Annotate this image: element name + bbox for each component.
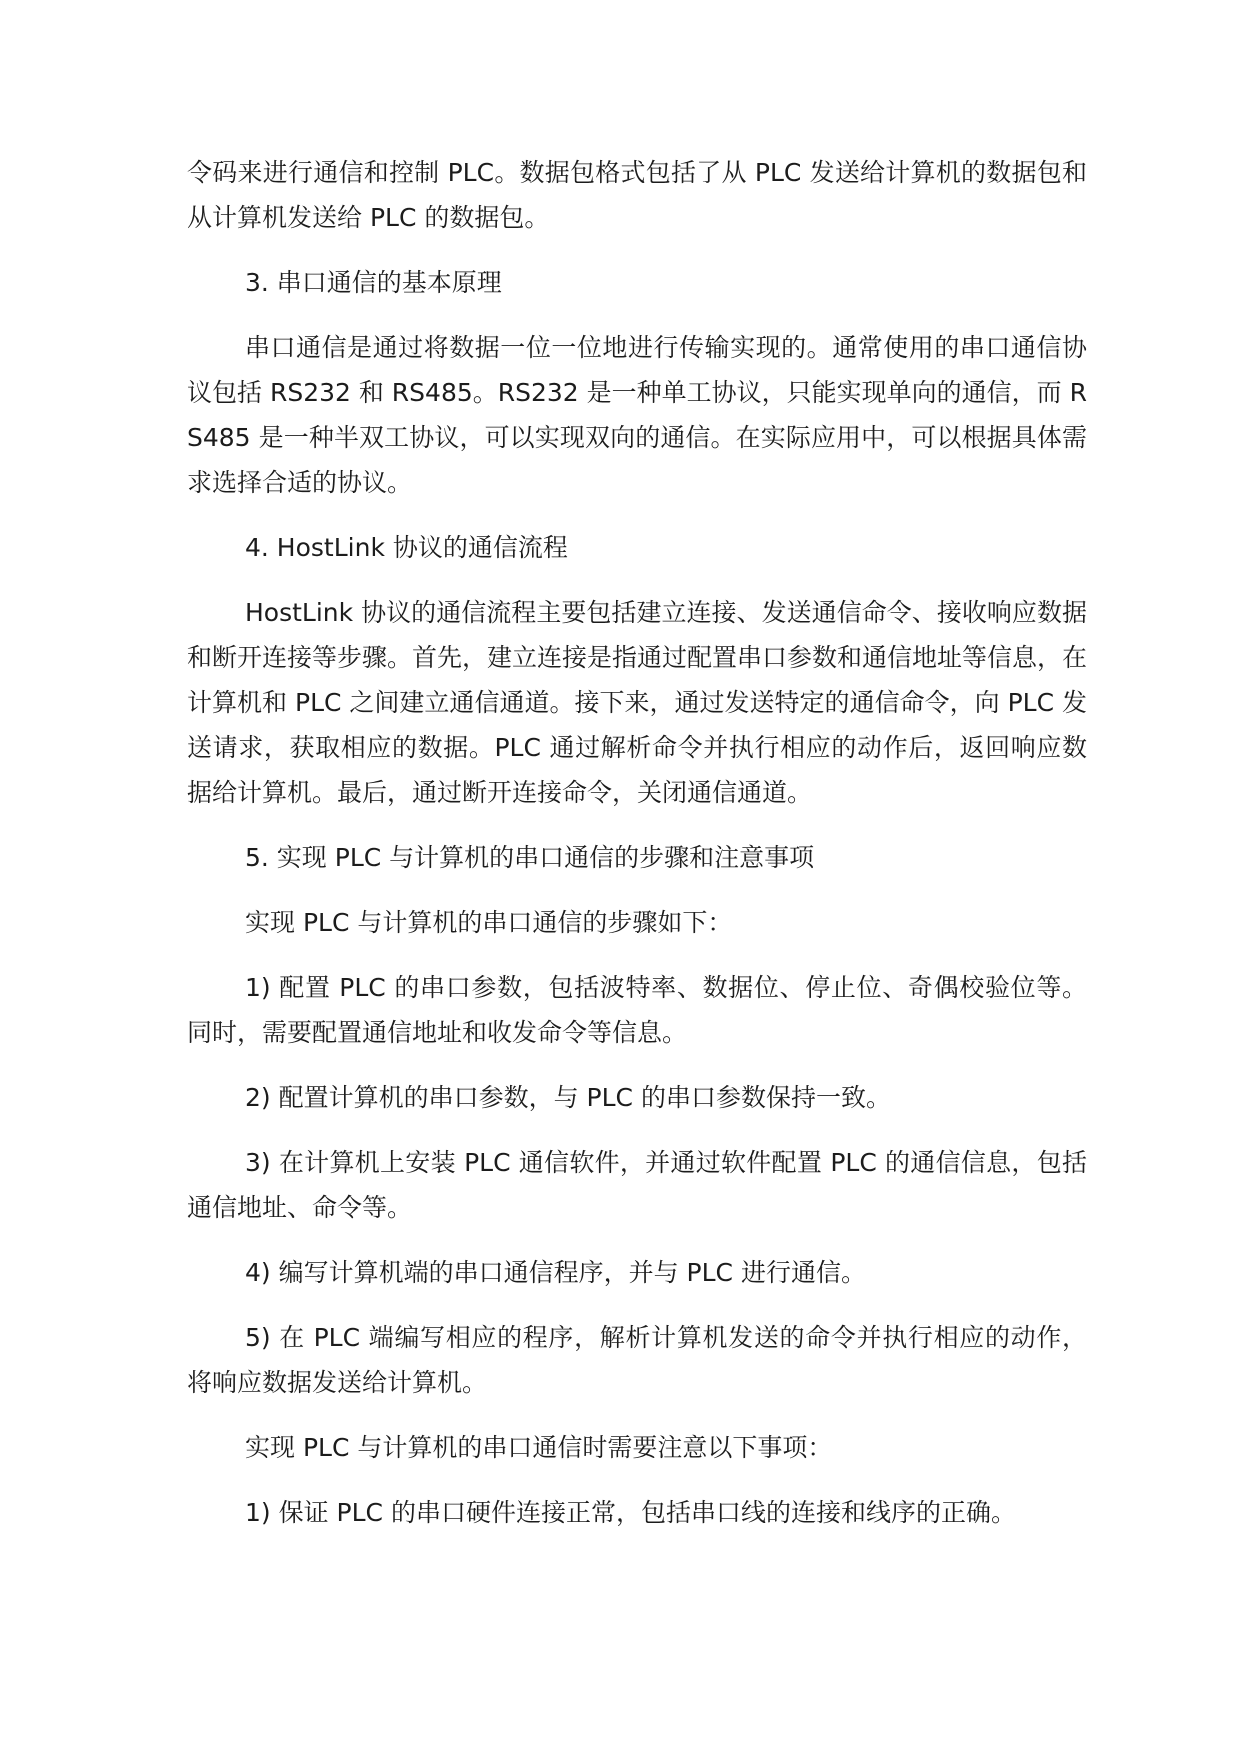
paragraph-hostlink-flow: HostLink 协议的通信流程主要包括建立连接、发送通信命令、接收响应数据和断开连接等步骤。首先，建立连接是指通过配置串口参数和通信地址等信息，在计算机和 PLC 之间建立通信通道。接下来，通过发送特定的通信命令，向 PLC 发送请求，获取相应的数据。PLC 通过解析命令并执行相应的动作后，返回响应数据给计算机。最后，通过断开连接命令，关闭通信通道。 [187,598,1088,807]
section-heading-3: 3. 串口通信的基本原理 [245,268,502,297]
paragraph-notes-intro: 实现 PLC 与计算机的串口通信时需要注意以下事项： [245,1433,833,1462]
list-item-step-5: 5) 在 PLC 端编写相应的程序，解析计算机发送的命令并执行相应的动作，将响应数据发送给计算机。 [187,1323,1087,1397]
list-item-step-3: 3) 在计算机上安装 PLC 通信软件，并通过软件配置 PLC 的通信信息，包括通信地址、命令等。 [187,1148,1087,1222]
section-heading-5: 5. 实现 PLC 与计算机的串口通信的步骤和注意事项 [245,843,815,872]
paragraph-steps-intro: 实现 PLC 与计算机的串口通信的步骤如下： [245,908,733,937]
document-body [187,150,1087,1555]
list-item-step-2: 2) 配置计算机的串口参数，与 PLC 的串口参数保持一致。 [245,1083,891,1112]
section-heading-4: 4. HostLink 协议的通信流程 [245,533,568,562]
paragraph-serial-principle: 串口通信是通过将数据一位一位地进行传输实现的。通常使用的串口通信协议包括 RS232 和 RS485。RS232 是一种单工协议，只能实现单向的通信，而 RS485 是一种半双工协议，可以实现双向的通信。在实际应用中，可以根据具体需求选择合适的协议。 [187,333,1087,497]
paragraph-packet-format: 令码来进行通信和控制 PLC。数据包格式包括了从 PLC 发送给计算机的数据包和从计算机发送给 PLC 的数据包。 [187,158,1087,232]
list-item-step-4: 4) 编写计算机端的串口通信程序，并与 PLC 进行通信。 [245,1258,866,1287]
list-item-step-1: 1) 配置 PLC 的串口参数，包括波特率、数据位、停止位、奇偶校验位等。同时，需要配置通信地址和收发命令等信息。 [187,973,1087,1047]
list-item-note-1: 1) 保证 PLC 的串口硬件连接正常，包括串口线的连接和线序的正确。 [245,1498,1016,1527]
